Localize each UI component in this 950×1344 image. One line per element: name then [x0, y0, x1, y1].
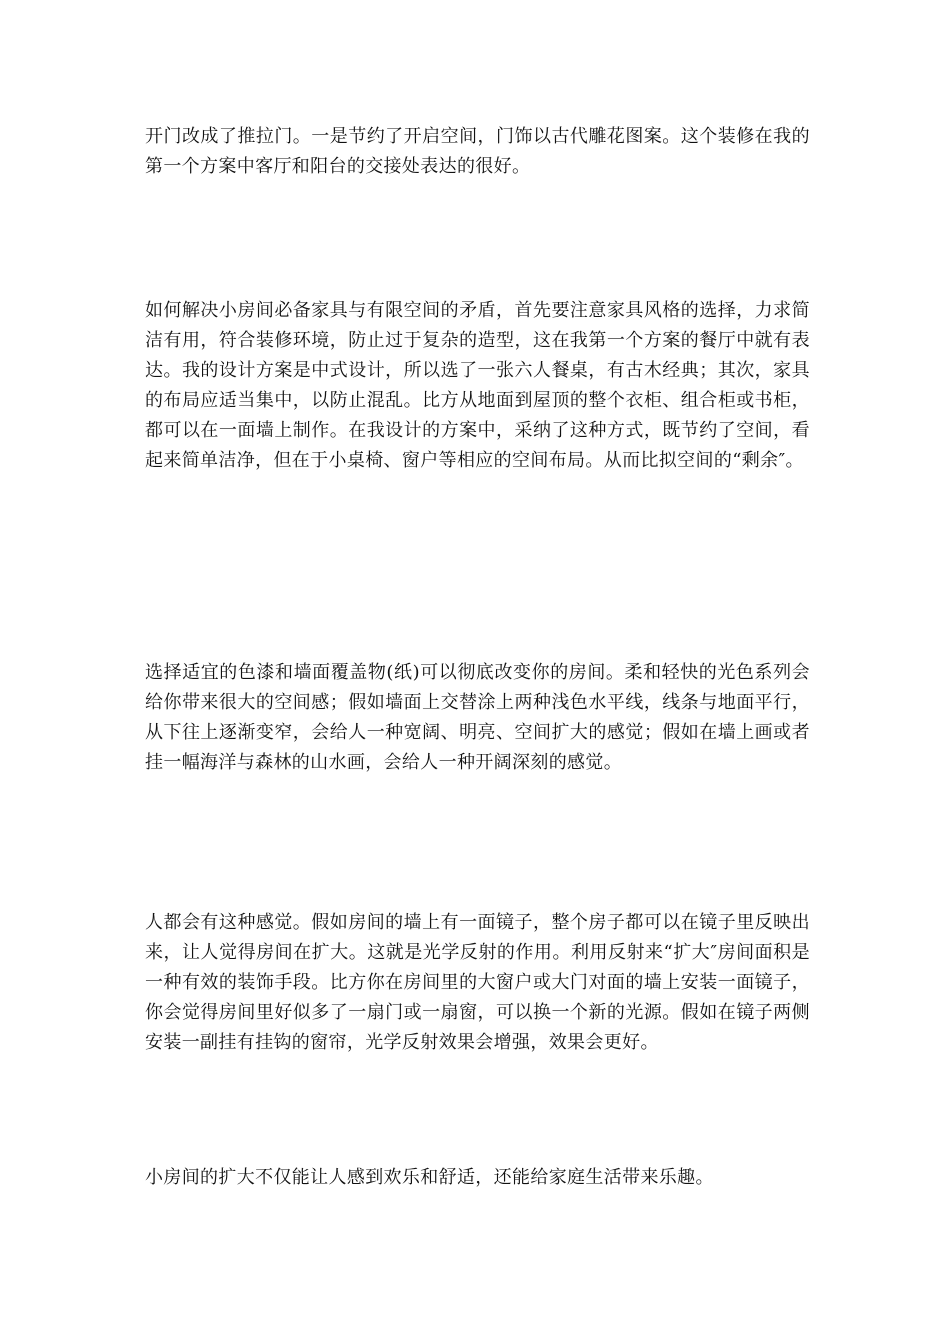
paragraph-wall-colors: 选择适宜的色漆和墙面覆盖物(纸)可以彻底改变你的房间。柔和轻快的光色系列会给你带来很大的空间感；假如墙面上交替涂上两种浅色水平线，线条与地面平行，从下往上逐渐变窄，会给人一种宽阔、明亮、空间扩大的感觉；假如在墙上画或者挂一幅海洋与森林的山水画，会给人一种开阔深刻的感觉。	[145, 662, 810, 773]
paragraph-furniture-layout: 如何解决小房间必备家具与有限空间的矛盾，首先要注意家具风格的选择，力求简洁有用，符合装修环境，防止过于复杂的造型，这在我第一个方案的餐厅中就有表达。我的设计方案是中式设计，所以选了一张六人餐桌，有古木经典；其次，家具的布局应适当集中，以防止混乱。比方从地面到屋顶的整个衣柜、组合柜或书柜，都可以在一面墙上制作。在我设计的方案中，采纳了这种方式，既节约了空间，看起来简单洁净，但在于小桌椅、窗户等相应的空间布局。从而比拟空间的“剩余″。	[145, 300, 810, 471]
paragraph-mirror-reflection: 人都会有这种感觉。假如房间的墙上有一面镜子，整个房子都可以在镜子里反映出来，让人觉得房间在扩大。这就是光学反射的作用。利用反射来“扩大″房间面积是一种有效的装饰手段。比方你在房间里的大窗户或大门对面的墙上安装一面镜子，你会觉得房间里好似多了一扇门或一扇窗，可以换一个新的光源。假如在镜子两侧安装一副挂有挂钩的窗帘，光学反射效果会增强，效果会更好。	[145, 912, 810, 1053]
paragraph-conclusion: 小房间的扩大不仅能让人感到欢乐和舒适，还能给家庭生活带来乐趣。	[145, 1167, 714, 1188]
paragraph-sliding-door: 开门改成了推拉门。一是节约了开启空间，门饰以古代雕花图案。这个装修在我的第一个方案中客厅和阳台的交接处表达的很好。	[145, 126, 810, 177]
